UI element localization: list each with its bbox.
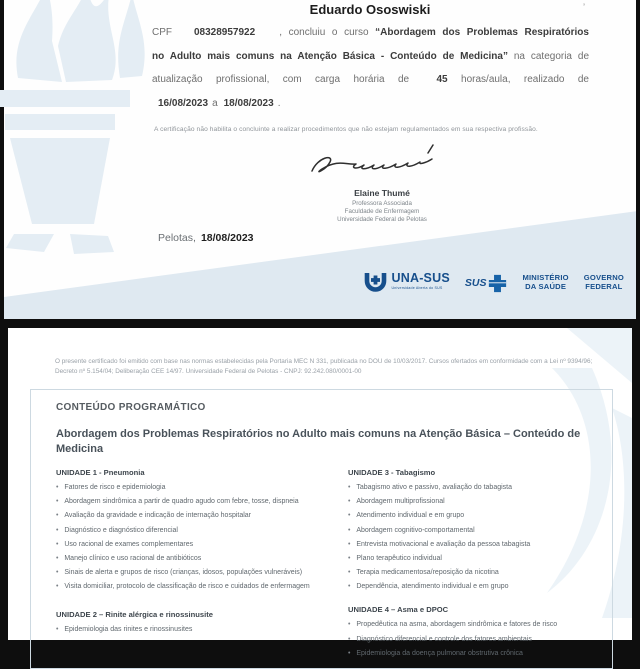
unit-list [348, 620, 610, 657]
logos-row [363, 263, 624, 303]
bullet-icon: • [348, 498, 351, 506]
bullet-icon: • [56, 554, 59, 562]
bullet-icon: • [348, 621, 351, 629]
unit-title: UNIDADE 4 – Asma e DPOC [348, 605, 449, 615]
bullet-icon: • [56, 569, 59, 577]
bullet-icon: • [348, 484, 351, 491]
bullet-icon: • [56, 512, 59, 520]
student-name: Eduardo Ososwiski [309, 2, 431, 17]
ministerio-line1: MINISTÉRIO [522, 273, 569, 283]
list-item: • Fatores de risco e epidemiologia [56, 484, 166, 491]
list-item: • Diagnóstico e diagnóstico diferencial [56, 526, 178, 534]
list-item: • Sinais de alerta e grupos de risco (crianças, idosos, populações vulneráveis) [56, 569, 303, 577]
sus-logo [465, 274, 508, 293]
place-date [158, 232, 254, 244]
unit-columns [56, 468, 612, 663]
course-name: “Abordagem dos Problemas Respiratórios no Adulto mais comuns na Atenção Básica - Conteúdo de Medicina” [152, 27, 589, 62]
unit-list [348, 483, 610, 591]
list-item: • Terapia medicamentosa/reposição da nicotina [348, 569, 499, 577]
list-item: • Abordagem cognitivo-comportamental [348, 526, 475, 534]
bullet-icon: • [348, 583, 351, 591]
bullet-icon: • [348, 569, 351, 577]
bullet-icon: • [56, 626, 59, 634]
page-divider [0, 319, 640, 328]
ministerio-line2: DA SAÚDE [525, 282, 567, 291]
certificate-body-text [152, 21, 589, 115]
unit-column-left [56, 468, 351, 663]
unit-list [56, 483, 334, 591]
list-item: • Visita domiciliar, protocolo de classificação de risco e cuidados de enfermagem [56, 583, 310, 591]
list-item: • Plano terapêutico individual [348, 554, 442, 562]
unit-column-right [348, 468, 610, 663]
place-date-value: 18/08/2023 [200, 232, 254, 244]
bullet-icon: • [56, 540, 59, 548]
body-text-5: . [277, 97, 281, 109]
unasus-emblem-icon [363, 271, 388, 295]
list-item: • Tabagismo ativo e passivo, avaliação do tabagista [348, 484, 512, 491]
unasus-logo [363, 271, 450, 295]
bullet-icon: • [56, 526, 59, 534]
signer-university: Universidade Federal de Pelotas [337, 216, 427, 224]
unit-block-4 [348, 605, 610, 657]
bullet-icon: • [348, 512, 351, 520]
unit-list [56, 625, 334, 634]
hours-value: 45 [436, 74, 448, 85]
list-item: • Diagnóstico diferencial e controle dos fatores ambientais [348, 635, 532, 643]
unasus-name: UNA-SUS [391, 271, 450, 285]
signer-name: Elaine Thumé [354, 188, 410, 198]
governo-line2: FEDERAL [585, 282, 623, 291]
bullet-icon: • [56, 498, 59, 506]
section-title: CONTEÚDO PROGRAMÁTICO [56, 402, 206, 413]
signer-role: Professora Associada [352, 200, 412, 207]
unit-block-1 [56, 468, 334, 591]
end-date: 18/08/2023 [223, 97, 274, 109]
list-item: • Epidemiologia das rinites e rinossinusites [56, 626, 193, 634]
unit-block-2 [56, 610, 334, 634]
bullet-icon: • [348, 540, 351, 548]
unit-title: UNIDADE 3 - Tabagismo [348, 468, 436, 477]
legal-text: O presente certificado foi emitido com base nas normas estabelecidas pela Portaria MEC N 331, publicada no DOU de 10/03/2017. Cursos ofertados em conformidade com a Lei nº 9394/96; Decreto nº 5.154/04; Deliberação CEE 14/97. Universidade Federal de Pelotas - CNPJ: 92.242.080/0001-00 [55, 358, 593, 375]
list-item: • Manejo clínico e uso racional de antibióticos [56, 554, 202, 562]
unit-title: UNIDADE 2 – Rinite alérgica e rinossinusite [56, 610, 213, 620]
body-text-2: na categoria de atualização profissional, com carga horária de [152, 50, 589, 85]
content-page [8, 328, 632, 657]
ministerio-logo [522, 274, 568, 291]
governo-logo [584, 274, 624, 291]
certificate-page [4, 0, 636, 319]
torch-watermark-icon [0, 0, 167, 296]
list-item: • Dependência, atendimento individual e em grupo [348, 583, 509, 591]
bullet-icon: • [348, 526, 351, 534]
governo-line1: GOVERNO [583, 273, 624, 283]
bullet-icon: • [348, 649, 351, 657]
unit-block-3 [348, 468, 610, 591]
bullet-icon: • [56, 484, 59, 491]
stray-mark: ’ [583, 2, 585, 12]
list-item: • Uso racional de exames complementares [56, 540, 194, 548]
signature-image [304, 143, 464, 187]
cpf-value: 08328957922 [194, 27, 256, 38]
sus-label: SUS [464, 277, 487, 289]
sus-cross-icon [488, 274, 507, 293]
bullet-icon: • [348, 554, 351, 562]
start-date: 16/08/2023 [158, 97, 209, 109]
body-text-3: horas/aula, realizado de [447, 74, 589, 85]
body-text-1: , concluiu o curso [279, 27, 376, 38]
list-item: • Propedêutica na asma, abordagem sindrômica e fatores de risco [348, 621, 558, 629]
course-title: Abordagem dos Problemas Respiratórios no Adulto mais comuns na Atenção Básica – Conteúdo de Medicina [56, 428, 581, 455]
list-item: • Abordagem multiprofissional [348, 498, 445, 506]
bullet-icon: • [348, 635, 351, 643]
signer-department: Faculdade de Enfermagem [344, 208, 420, 216]
list-item: • Epidemiologia da doença pulmonar obstrutiva crônica [348, 649, 523, 657]
list-item: • Abordagem sindrômica a partir de quadro agudo com febre, tosse, dispneia [56, 498, 299, 506]
content-box [30, 389, 613, 669]
disclaimer-text: A certificação não habilita o concluinte a realizar procedimentos que não estejam regulamentados em sua respectiva profissão. [154, 126, 538, 133]
cpf-label: CPF [152, 27, 172, 38]
body-text-4: a [212, 97, 218, 109]
unasus-subtitle: Universidade Aberta do SUS [391, 286, 443, 290]
list-item: • Avaliação da gravidade e indicação de internação hospitalar [56, 512, 252, 520]
signer-block [232, 188, 532, 225]
bullet-icon: • [56, 583, 59, 591]
list-item: • Atendimento individual e em grupo [348, 512, 465, 520]
unit-title: UNIDADE 1 - Pneumonia [56, 468, 145, 477]
list-item: • Entrevista motivacional e avaliação da pessoa tabagista [348, 540, 531, 548]
place-label: Pelotas, [158, 232, 196, 244]
